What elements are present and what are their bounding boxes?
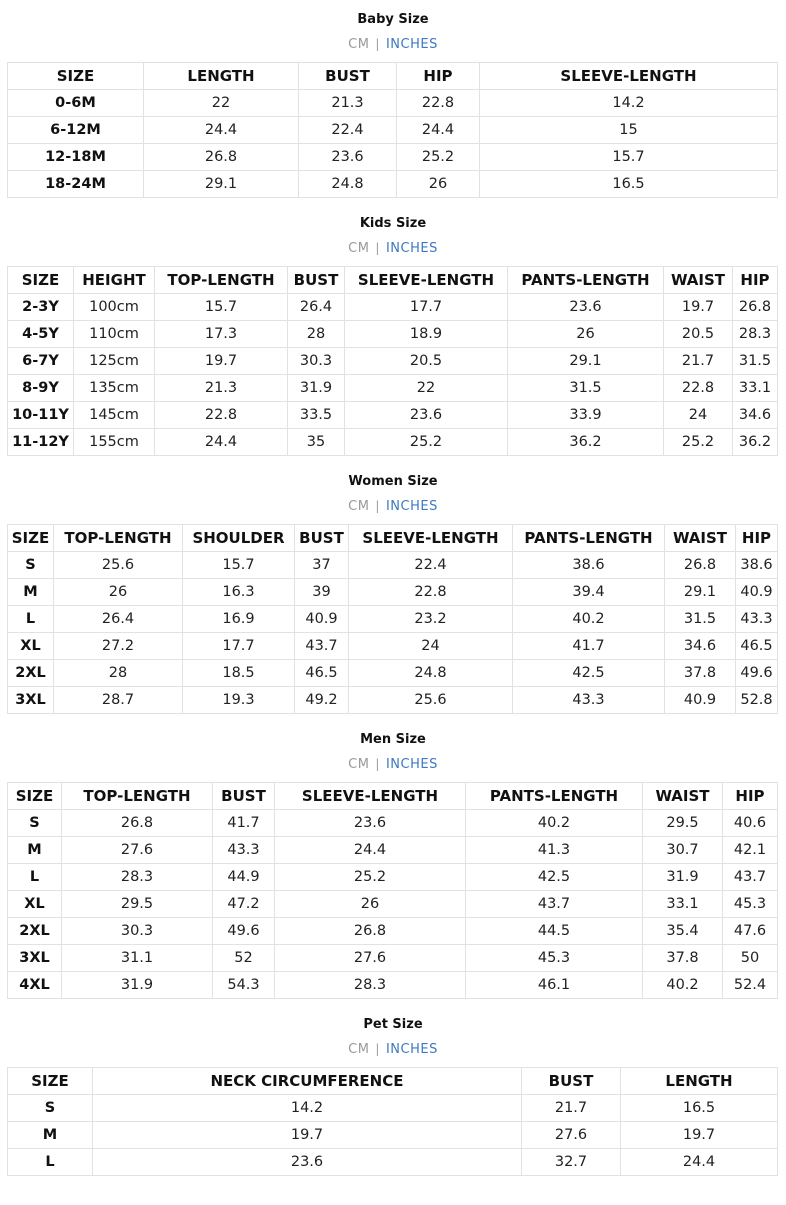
size-cell: 18-24M [8, 171, 144, 198]
pants-length-cell: 42.5 [466, 864, 643, 891]
table-row [8, 687, 778, 714]
pants-length-cell: 42.5 [513, 660, 665, 687]
length-cell: 24.4 [144, 117, 299, 144]
hip-cell: 47.6 [723, 918, 778, 945]
waist-cell: 21.7 [664, 348, 733, 375]
table-row [8, 972, 778, 999]
size-cell: XL [8, 633, 54, 660]
table-row [8, 348, 778, 375]
shoulder-cell: 16.3 [183, 579, 295, 606]
baby-size-unit-toggle [0, 37, 786, 52]
top-length-cell: 15.7 [155, 294, 288, 321]
bust-cell: 31.9 [288, 375, 345, 402]
pet-size-title: Pet Size [363, 1017, 423, 1032]
column-header-top-length: TOP-LENGTH [62, 783, 213, 810]
top-length-cell: 28.3 [62, 864, 213, 891]
pants-length-cell: 40.2 [513, 606, 665, 633]
column-header-bust: BUST [299, 63, 397, 90]
size-cell: S [8, 1095, 93, 1122]
pants-length-cell: 41.3 [466, 837, 643, 864]
women-size-cm-option[interactable]: CM [348, 499, 370, 514]
column-header-hip: HIP [736, 525, 778, 552]
kids-size-unit-toggle [0, 241, 786, 256]
hip-cell: 33.1 [733, 375, 778, 402]
hip-cell: 28.3 [733, 321, 778, 348]
hip-cell: 36.2 [733, 429, 778, 456]
sleeve-length-cell: 23.6 [275, 810, 466, 837]
hip-cell: 42.1 [723, 837, 778, 864]
table-row [8, 321, 778, 348]
kids-size-table [7, 266, 778, 456]
table-row [8, 660, 778, 687]
top-length-cell: 26 [54, 579, 183, 606]
size-cell: M [8, 579, 54, 606]
bust-cell: 28 [288, 321, 345, 348]
size-cell: 3XL [8, 945, 62, 972]
bust-cell: 37 [295, 552, 349, 579]
sleeve-length-cell: 17.7 [345, 294, 508, 321]
pants-length-cell: 23.6 [508, 294, 664, 321]
waist-cell: 25.2 [664, 429, 733, 456]
table-row [8, 375, 778, 402]
top-length-cell: 28.7 [54, 687, 183, 714]
hip-cell: 52.8 [736, 687, 778, 714]
column-header-waist: WAIST [643, 783, 723, 810]
top-length-cell: 27.6 [62, 837, 213, 864]
pants-length-cell: 29.1 [508, 348, 664, 375]
baby-size-cm-option[interactable]: CM [348, 37, 370, 52]
size-cell: L [8, 606, 54, 633]
pants-length-cell: 43.3 [513, 687, 665, 714]
men-size-unit-toggle [0, 757, 786, 772]
bust-cell: 21.7 [522, 1095, 621, 1122]
hip-cell: 26 [397, 171, 480, 198]
size-cell: L [8, 1149, 93, 1176]
pet-size-unit-separator: | [375, 1042, 380, 1056]
kids-size-cm-option[interactable]: CM [348, 241, 370, 256]
baby-size-table [7, 62, 778, 198]
pants-length-cell: 41.7 [513, 633, 665, 660]
bust-cell: 54.3 [213, 972, 275, 999]
table-row [8, 171, 778, 198]
table-row [8, 891, 778, 918]
bust-cell: 24.8 [299, 171, 397, 198]
top-length-cell: 26.4 [54, 606, 183, 633]
waist-cell: 22.8 [664, 375, 733, 402]
bust-cell: 46.5 [295, 660, 349, 687]
kids-size-unit-separator: | [375, 241, 380, 255]
top-length-cell: 24.4 [155, 429, 288, 456]
top-length-cell: 26.8 [62, 810, 213, 837]
size-cell: 6-7Y [8, 348, 74, 375]
neck-circumference-cell: 23.6 [93, 1149, 522, 1176]
column-header-pants-length: PANTS-LENGTH [508, 267, 664, 294]
size-cell: M [8, 837, 62, 864]
waist-cell: 19.7 [664, 294, 733, 321]
column-header-size: SIZE [8, 63, 144, 90]
hip-cell: 45.3 [723, 891, 778, 918]
column-header-neck-circumference: NECK CIRCUMFERENCE [93, 1068, 522, 1095]
table-row [8, 402, 778, 429]
sleeve-length-cell: 23.6 [345, 402, 508, 429]
table-row [8, 633, 778, 660]
length-cell: 29.1 [144, 171, 299, 198]
column-header-shoulder: SHOULDER [183, 525, 295, 552]
waist-cell: 24 [664, 402, 733, 429]
size-cell: 6-12M [8, 117, 144, 144]
men-size-title: Men Size [360, 732, 426, 747]
pants-length-cell: 38.6 [513, 552, 665, 579]
bust-cell: 32.7 [522, 1149, 621, 1176]
table-row [8, 1149, 778, 1176]
hip-cell: 26.8 [733, 294, 778, 321]
sleeve-length-cell: 16.5 [480, 171, 778, 198]
top-length-cell: 31.1 [62, 945, 213, 972]
top-length-cell: 25.6 [54, 552, 183, 579]
column-header-hip: HIP [733, 267, 778, 294]
pet-size-unit-toggle [0, 1042, 786, 1057]
table-header-row [8, 267, 778, 294]
pants-length-cell: 43.7 [466, 891, 643, 918]
bust-cell: 41.7 [213, 810, 275, 837]
column-header-waist: WAIST [665, 525, 736, 552]
column-header-bust: BUST [213, 783, 275, 810]
column-header-waist: WAIST [664, 267, 733, 294]
waist-cell: 34.6 [665, 633, 736, 660]
baby-size-unit-separator: | [375, 37, 380, 51]
pants-length-cell: 39.4 [513, 579, 665, 606]
waist-cell: 31.5 [665, 606, 736, 633]
women-size-table [7, 524, 778, 714]
women-size-unit-toggle [0, 499, 786, 514]
table-row [8, 117, 778, 144]
height-cell: 135cm [74, 375, 155, 402]
size-cell: XL [8, 891, 62, 918]
pants-length-cell: 46.1 [466, 972, 643, 999]
top-length-cell: 19.7 [155, 348, 288, 375]
table-row [8, 552, 778, 579]
bust-cell: 52 [213, 945, 275, 972]
bust-cell: 33.5 [288, 402, 345, 429]
waist-cell: 33.1 [643, 891, 723, 918]
column-header-sleeve-length: SLEEVE-LENGTH [275, 783, 466, 810]
women-size-unit-separator: | [375, 499, 380, 513]
pants-length-cell: 26 [508, 321, 664, 348]
neck-circumference-cell: 19.7 [93, 1122, 522, 1149]
sleeve-length-cell: 15.7 [480, 144, 778, 171]
women-size-inches-option[interactable]: INCHES [385, 499, 438, 514]
sleeve-length-cell: 14.2 [480, 90, 778, 117]
length-cell: 19.7 [621, 1122, 778, 1149]
hip-cell: 25.2 [397, 144, 480, 171]
size-cell: 2XL [8, 660, 54, 687]
women-size-title: Women Size [348, 474, 438, 489]
size-cell: S [8, 552, 54, 579]
hip-cell: 40.9 [736, 579, 778, 606]
table-row [8, 918, 778, 945]
hip-cell: 34.6 [733, 402, 778, 429]
pants-length-cell: 33.9 [508, 402, 664, 429]
men-size-table [7, 782, 778, 999]
pet-size-inches-option[interactable]: INCHES [385, 1042, 438, 1057]
pants-length-cell: 31.5 [508, 375, 664, 402]
size-cell: 12-18M [8, 144, 144, 171]
waist-cell: 37.8 [665, 660, 736, 687]
baby-size-title: Baby Size [357, 12, 429, 27]
top-length-cell: 27.2 [54, 633, 183, 660]
sleeve-length-cell: 25.6 [349, 687, 513, 714]
baby-size-inches-option[interactable]: INCHES [385, 37, 438, 52]
column-header-size: SIZE [8, 525, 54, 552]
bust-cell: 22.4 [299, 117, 397, 144]
size-cell: 8-9Y [8, 375, 74, 402]
column-header-height: HEIGHT [74, 267, 155, 294]
size-cell: S [8, 810, 62, 837]
hip-cell: 49.6 [736, 660, 778, 687]
sleeve-length-cell: 26 [275, 891, 466, 918]
men-size-inches-option[interactable]: INCHES [385, 757, 438, 772]
table-row [8, 1095, 778, 1122]
table-header-row [8, 525, 778, 552]
waist-cell: 31.9 [643, 864, 723, 891]
waist-cell: 40.9 [665, 687, 736, 714]
sleeve-length-cell: 26.8 [275, 918, 466, 945]
top-length-cell: 30.3 [62, 918, 213, 945]
size-cell: 0-6M [8, 90, 144, 117]
column-header-pants-length: PANTS-LENGTH [513, 525, 665, 552]
bust-cell: 47.2 [213, 891, 275, 918]
table-header-row [8, 783, 778, 810]
table-row [8, 945, 778, 972]
height-cell: 125cm [74, 348, 155, 375]
waist-cell: 35.4 [643, 918, 723, 945]
waist-cell: 20.5 [664, 321, 733, 348]
column-header-size: SIZE [8, 783, 62, 810]
table-row [8, 294, 778, 321]
table-row [8, 90, 778, 117]
pants-length-cell: 45.3 [466, 945, 643, 972]
shoulder-cell: 19.3 [183, 687, 295, 714]
sleeve-length-cell: 22.8 [349, 579, 513, 606]
bust-cell: 49.6 [213, 918, 275, 945]
hip-cell: 22.8 [397, 90, 480, 117]
table-row [8, 606, 778, 633]
hip-cell: 52.4 [723, 972, 778, 999]
men-size-unit-separator: | [375, 757, 380, 771]
pants-length-cell: 40.2 [466, 810, 643, 837]
sleeve-length-cell: 24.4 [275, 837, 466, 864]
waist-cell: 29.5 [643, 810, 723, 837]
hip-cell: 31.5 [733, 348, 778, 375]
column-header-sleeve-length: SLEEVE-LENGTH [349, 525, 513, 552]
size-cell: 10-11Y [8, 402, 74, 429]
waist-cell: 40.2 [643, 972, 723, 999]
column-header-top-length: TOP-LENGTH [54, 525, 183, 552]
bust-cell: 39 [295, 579, 349, 606]
shoulder-cell: 17.7 [183, 633, 295, 660]
sleeve-length-cell: 23.2 [349, 606, 513, 633]
sleeve-length-cell: 18.9 [345, 321, 508, 348]
height-cell: 100cm [74, 294, 155, 321]
bust-cell: 27.6 [522, 1122, 621, 1149]
height-cell: 155cm [74, 429, 155, 456]
pet-size-table [7, 1067, 778, 1176]
hip-cell: 43.7 [723, 864, 778, 891]
table-header-row [8, 63, 778, 90]
shoulder-cell: 18.5 [183, 660, 295, 687]
bust-cell: 44.9 [213, 864, 275, 891]
top-length-cell: 21.3 [155, 375, 288, 402]
column-header-pants-length: PANTS-LENGTH [466, 783, 643, 810]
column-header-length: LENGTH [621, 1068, 778, 1095]
length-cell: 22 [144, 90, 299, 117]
sleeve-length-cell: 22 [345, 375, 508, 402]
sleeve-length-cell: 24 [349, 633, 513, 660]
hip-cell: 46.5 [736, 633, 778, 660]
shoulder-cell: 16.9 [183, 606, 295, 633]
column-header-size: SIZE [8, 1068, 93, 1095]
height-cell: 145cm [74, 402, 155, 429]
waist-cell: 37.8 [643, 945, 723, 972]
bust-cell: 43.7 [295, 633, 349, 660]
column-header-bust: BUST [288, 267, 345, 294]
hip-cell: 38.6 [736, 552, 778, 579]
sleeve-length-cell: 25.2 [275, 864, 466, 891]
table-row [8, 1122, 778, 1149]
column-header-sleeve-length: SLEEVE-LENGTH [480, 63, 778, 90]
table-row [8, 429, 778, 456]
size-cell: L [8, 864, 62, 891]
table-row [8, 810, 778, 837]
table-row [8, 579, 778, 606]
waist-cell: 29.1 [665, 579, 736, 606]
length-cell: 24.4 [621, 1149, 778, 1176]
shoulder-cell: 15.7 [183, 552, 295, 579]
size-cell: 3XL [8, 687, 54, 714]
hip-cell: 50 [723, 945, 778, 972]
table-header-row [8, 1068, 778, 1095]
bust-cell: 23.6 [299, 144, 397, 171]
column-header-top-length: TOP-LENGTH [155, 267, 288, 294]
sleeve-length-cell: 28.3 [275, 972, 466, 999]
column-header-size: SIZE [8, 267, 74, 294]
sleeve-length-cell: 20.5 [345, 348, 508, 375]
sleeve-length-cell: 25.2 [345, 429, 508, 456]
size-cell: 2-3Y [8, 294, 74, 321]
sleeve-length-cell: 27.6 [275, 945, 466, 972]
size-cell: 2XL [8, 918, 62, 945]
top-length-cell: 28 [54, 660, 183, 687]
neck-circumference-cell: 14.2 [93, 1095, 522, 1122]
size-cell: 4XL [8, 972, 62, 999]
hip-cell: 24.4 [397, 117, 480, 144]
bust-cell: 43.3 [213, 837, 275, 864]
column-header-hip: HIP [723, 783, 778, 810]
pet-size-cm-option[interactable]: CM [348, 1042, 370, 1057]
bust-cell: 30.3 [288, 348, 345, 375]
kids-size-title: Kids Size [359, 216, 427, 231]
height-cell: 110cm [74, 321, 155, 348]
men-size-cm-option[interactable]: CM [348, 757, 370, 772]
table-row [8, 837, 778, 864]
top-length-cell: 31.9 [62, 972, 213, 999]
bust-cell: 21.3 [299, 90, 397, 117]
pants-length-cell: 36.2 [508, 429, 664, 456]
bust-cell: 40.9 [295, 606, 349, 633]
hip-cell: 40.6 [723, 810, 778, 837]
size-cell: M [8, 1122, 93, 1149]
sleeve-length-cell: 22.4 [349, 552, 513, 579]
column-header-bust: BUST [522, 1068, 621, 1095]
kids-size-inches-option[interactable]: INCHES [385, 241, 438, 256]
sleeve-length-cell: 15 [480, 117, 778, 144]
column-header-length: LENGTH [144, 63, 299, 90]
length-cell: 16.5 [621, 1095, 778, 1122]
waist-cell: 26.8 [665, 552, 736, 579]
top-length-cell: 17.3 [155, 321, 288, 348]
sleeve-length-cell: 24.8 [349, 660, 513, 687]
table-row [8, 864, 778, 891]
column-header-bust: BUST [295, 525, 349, 552]
length-cell: 26.8 [144, 144, 299, 171]
size-cell: 11-12Y [8, 429, 74, 456]
top-length-cell: 29.5 [62, 891, 213, 918]
table-row [8, 144, 778, 171]
waist-cell: 30.7 [643, 837, 723, 864]
top-length-cell: 22.8 [155, 402, 288, 429]
pants-length-cell: 44.5 [466, 918, 643, 945]
bust-cell: 26.4 [288, 294, 345, 321]
column-header-sleeve-length: SLEEVE-LENGTH [345, 267, 508, 294]
bust-cell: 49.2 [295, 687, 349, 714]
column-header-hip: HIP [397, 63, 480, 90]
size-cell: 4-5Y [8, 321, 74, 348]
bust-cell: 35 [288, 429, 345, 456]
hip-cell: 43.3 [736, 606, 778, 633]
